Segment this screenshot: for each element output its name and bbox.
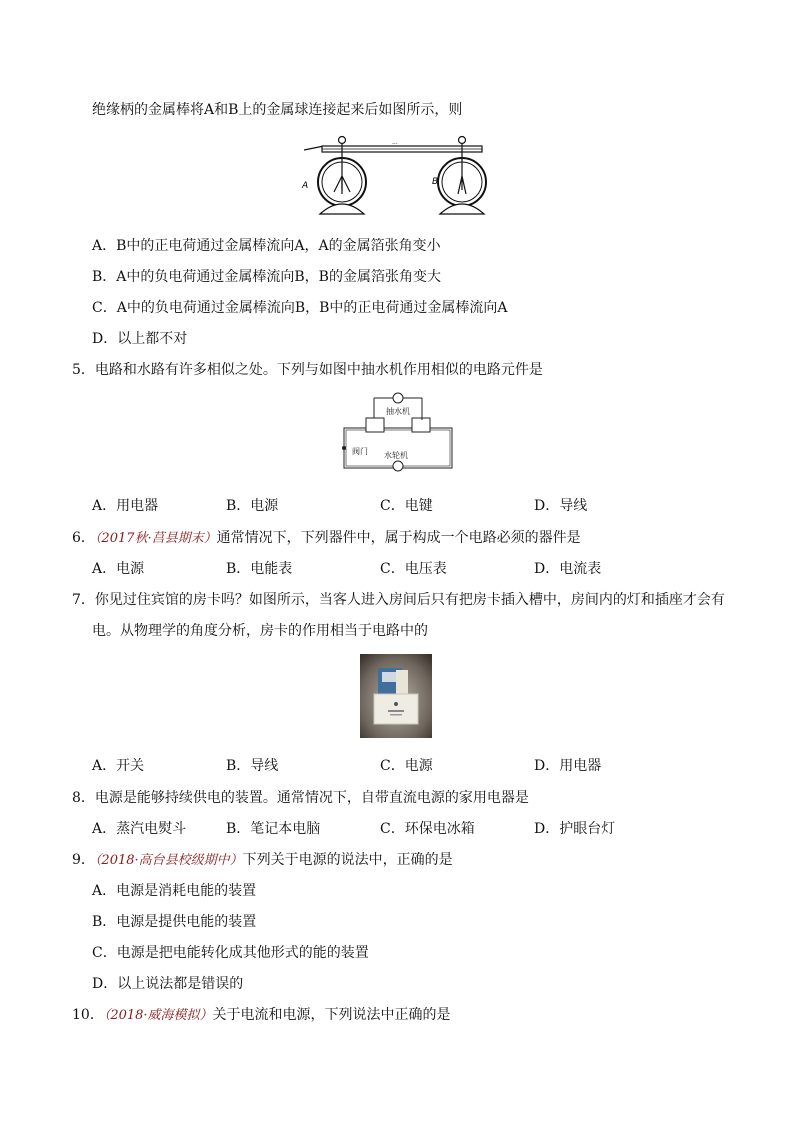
q9-source: （2018·高台县校级期中） (94, 853, 243, 868)
q9-stem: 下列关于电源的说法中，正确的是 (242, 852, 453, 868)
q7-stem-line1: 7．你见过住宾馆的房卡吗？如图所示，当客人进入房间后只有把房卡插入槽中，房间内的灯和插座才会有 (72, 592, 725, 608)
q9-option-a: A．电源是消耗电能的装置 (92, 883, 257, 899)
q9-option-d: D．以上说法都是错误的 (92, 976, 244, 992)
q8-option-b: B．笔记本电脑 (226, 821, 321, 837)
q9-option-b: B．电源是提供电能的装置 (92, 914, 257, 930)
q7-option-c: C．电源 (380, 758, 433, 774)
q4-option-d: D．以上都不对 (92, 331, 188, 347)
q6-option-a: A．电源 (92, 561, 145, 577)
q7-stem-line2: 电。从物理学的角度分析，房卡的作用相当于电路中的 (92, 623, 428, 639)
q4-option-a: A．B中的正电荷通过金属棒流向A，A的金属箔张角变小 (92, 238, 441, 254)
svg-text:...: ... (392, 139, 398, 146)
q7-option-d: D．用电器 (534, 758, 602, 774)
q6-option-b: B．电能表 (226, 561, 293, 577)
label-a: A (302, 181, 309, 191)
q4-option-b: B．A中的负电荷通过金属棒流向B，B的金属箔张角变大 (92, 269, 441, 285)
q7-option-b: B．导线 (226, 758, 279, 774)
water-circuit-figure (338, 390, 458, 476)
q6-number: 6． (72, 530, 95, 546)
q6-source: （2017秋·莒县期末） (94, 531, 217, 546)
q6-option-d: D．电流表 (534, 561, 602, 577)
q10-line (72, 1005, 451, 1026)
q6-line (72, 528, 581, 549)
q5-option-d: D．导线 (534, 498, 588, 514)
q4-option-c: C．A中的负电荷通过金属棒流向B，B中的正电荷通过金属棒流向A (92, 300, 508, 316)
q8-option-c: C．环保电冰箱 (380, 821, 475, 837)
q4-stem-continued: 绝缘柄的金属棒将A和B上的金属球连接起来后如图所示，则 (92, 102, 463, 118)
q10-stem: 关于电流和电源，下列说法中正确的是 (212, 1007, 451, 1023)
q5-option-a: A．用电器 (92, 498, 159, 514)
q10-source: （2018·威海模拟） (103, 1008, 213, 1023)
pump-label: 抽水机 (386, 407, 410, 416)
q8-option-a: A．蒸汽电熨斗 (92, 821, 187, 837)
q6-option-c: C．电压表 (380, 561, 447, 577)
q8-option-d: D．护眼台灯 (534, 821, 616, 837)
q9-option-c: C．电源是把电能转化成其他形式的能的装置 (92, 945, 369, 961)
q10-number: 10． (72, 1007, 104, 1023)
q7-option-a: A．开关 (92, 758, 145, 774)
label-b: B (432, 177, 439, 187)
room-card-photo (360, 654, 432, 738)
q9-line (72, 850, 453, 871)
q5-option-c: C．电键 (380, 498, 433, 514)
q8-stem: 8．电源是能够持续供电的装置。通常情况下，自带直流电源的家用电器是 (72, 790, 529, 806)
valve-label: 阀门 (352, 447, 368, 456)
turbine-label: 水轮机 (384, 451, 408, 460)
q6-stem: 通常情况下，下列器件中，属于构成一个电路必须的器件是 (216, 530, 581, 546)
electroscope-figure (300, 130, 510, 222)
q5-stem: 5．电路和水路有许多相似之处。下列与如图中抽水机作用相似的电路元件是 (72, 362, 543, 378)
q9-number: 9． (72, 852, 95, 868)
q5-option-b: B．电源 (226, 498, 279, 514)
